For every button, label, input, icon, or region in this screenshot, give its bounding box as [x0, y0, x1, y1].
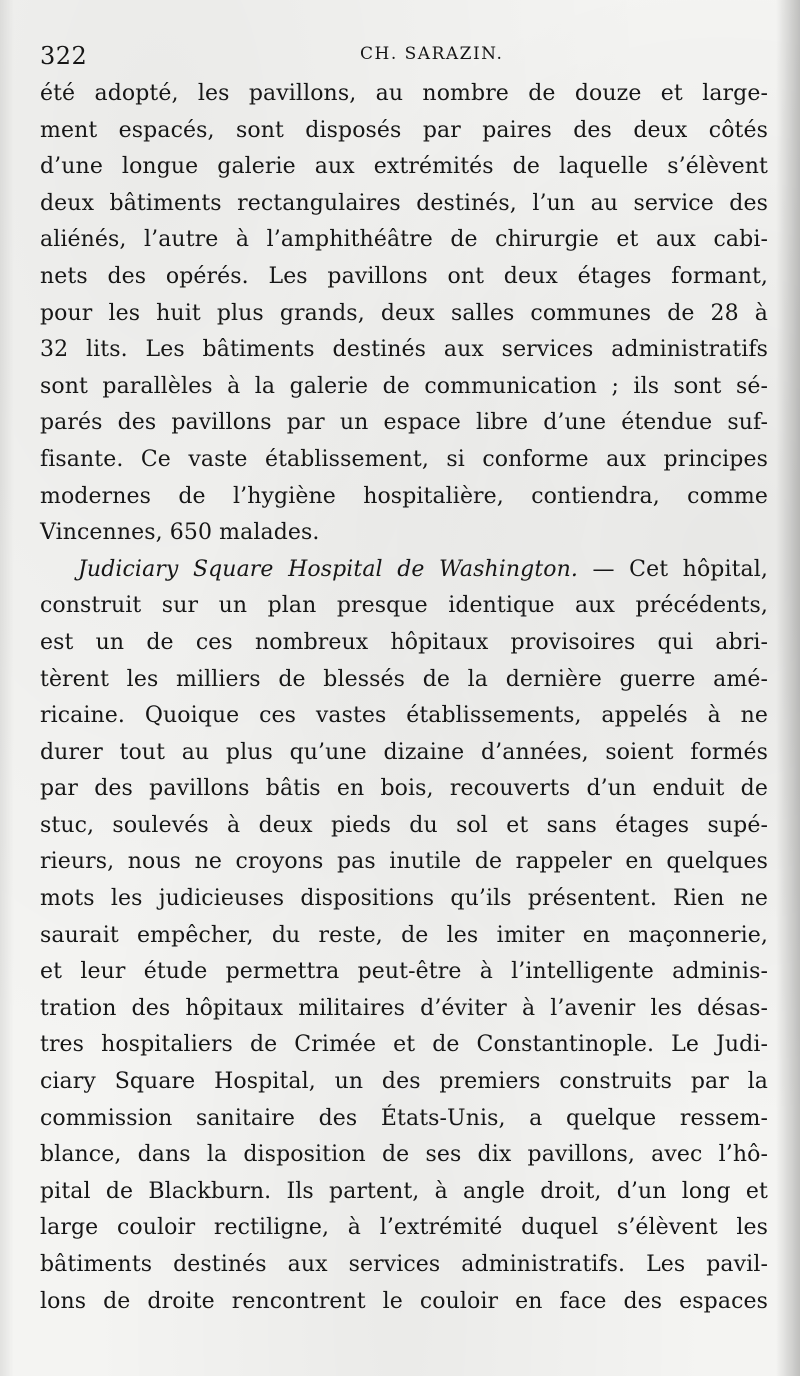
text-line: et leur étude permettra peut-être à l’intelligente adminis- [40, 959, 768, 985]
text-line: rieurs, nous ne croyons pas inutile de rappeler en quelques [40, 849, 768, 875]
text-line: blance, dans la disposition de ses dix pavillons, avec l’hô- [40, 1142, 768, 1168]
section-heading-line [40, 552, 768, 589]
page-header [40, 38, 760, 78]
section-first-line-rest: — Cet hôpital, [577, 556, 768, 582]
text-line: pital de Blackburn. Ils partent, à angle droit, d’un long et [40, 1178, 768, 1204]
text-line: tèrent les milliers de blessés de la dernière guerre amé- [40, 666, 768, 692]
text-line: tration des hôpitaux militaires d’éviter à l’avenir les désas- [40, 995, 768, 1021]
running-head: CH. SARAZIN. [360, 44, 504, 64]
text-line: saurait empêcher, du reste, de les imiter en maçonnerie, [40, 922, 768, 948]
body-text [40, 76, 768, 1320]
text-line: nets des opérés. Les pavillons ont deux étages formant, [40, 263, 768, 289]
text-line: fisante. Ce vaste établissement, si conforme aux principes [40, 446, 768, 472]
page-shadow-left [0, 0, 14, 1376]
text-line: Vincennes, 650 malades. [40, 520, 320, 546]
text-line: est un de ces nombreux hôpitaux provisoires qui abri- [40, 629, 768, 655]
text-line: lons de droite rencontrent le couloir en face des espaces [40, 1288, 768, 1314]
text-line: par des pavillons bâtis en bois, recouverts d’un enduit de [40, 776, 768, 802]
text-line: d’une longue galerie aux extrémités de laquelle s’élèvent [40, 154, 768, 180]
section-title: Judiciary Square Hospital de Washington. [78, 556, 578, 582]
text-line: ment espacés, sont disposés par paires des deux côtés [40, 117, 768, 143]
text-line: durer tout au plus qu’une dizaine d’années, soient formés [40, 739, 768, 765]
text-line: 32 lits. Les bâtiments destinés aux services administratifs [40, 337, 768, 363]
text-line: ricaine. Quoique ces vastes établissements, appelés à ne [40, 703, 768, 729]
text-line: tres hospitaliers de Crimée et de Constantinople. Le Judi- [40, 1032, 768, 1058]
page-shadow-right [776, 0, 800, 1376]
text-line: mots les judicieuses dispositions qu’ils présentent. Rien ne [40, 886, 768, 912]
text-line: pour les huit plus grands, deux salles communes de 28 à [40, 300, 768, 326]
text-line: large couloir rectiligne, à l’extrémité duquel s’élèvent les [40, 1215, 768, 1241]
text-line: été adopté, les pavillons, au nombre de douze et large- [40, 81, 768, 106]
text-line: stuc, soulevés à deux pieds du sol et sans étages supé- [40, 812, 768, 838]
text-line: modernes de l’hygiène hospitalière, contiendra, comme [40, 483, 768, 509]
text-line: deux bâtiments rectangulaires destinés, l’un au service des [40, 190, 768, 216]
text-line: ciary Square Hospital, un des premiers construits par la [40, 1069, 768, 1095]
text-line: sont parallèles à la galerie de communication ; ils sont sé- [40, 373, 768, 399]
text-line: commission sanitaire des États-Unis, a quelque ressem- [40, 1105, 768, 1131]
text-line: aliénés, l’autre à l’amphithéâtre de chirurgie et aux cabi- [40, 227, 768, 253]
text-line: construit sur un plan presque identique aux précédents, [40, 593, 768, 619]
text-line: parés des pavillons par un espace libre d’une étendue suf- [40, 410, 768, 436]
page-number: 322 [40, 42, 88, 70]
text-line: bâtiments destinés aux services administratifs. Les pavil- [40, 1252, 768, 1277]
